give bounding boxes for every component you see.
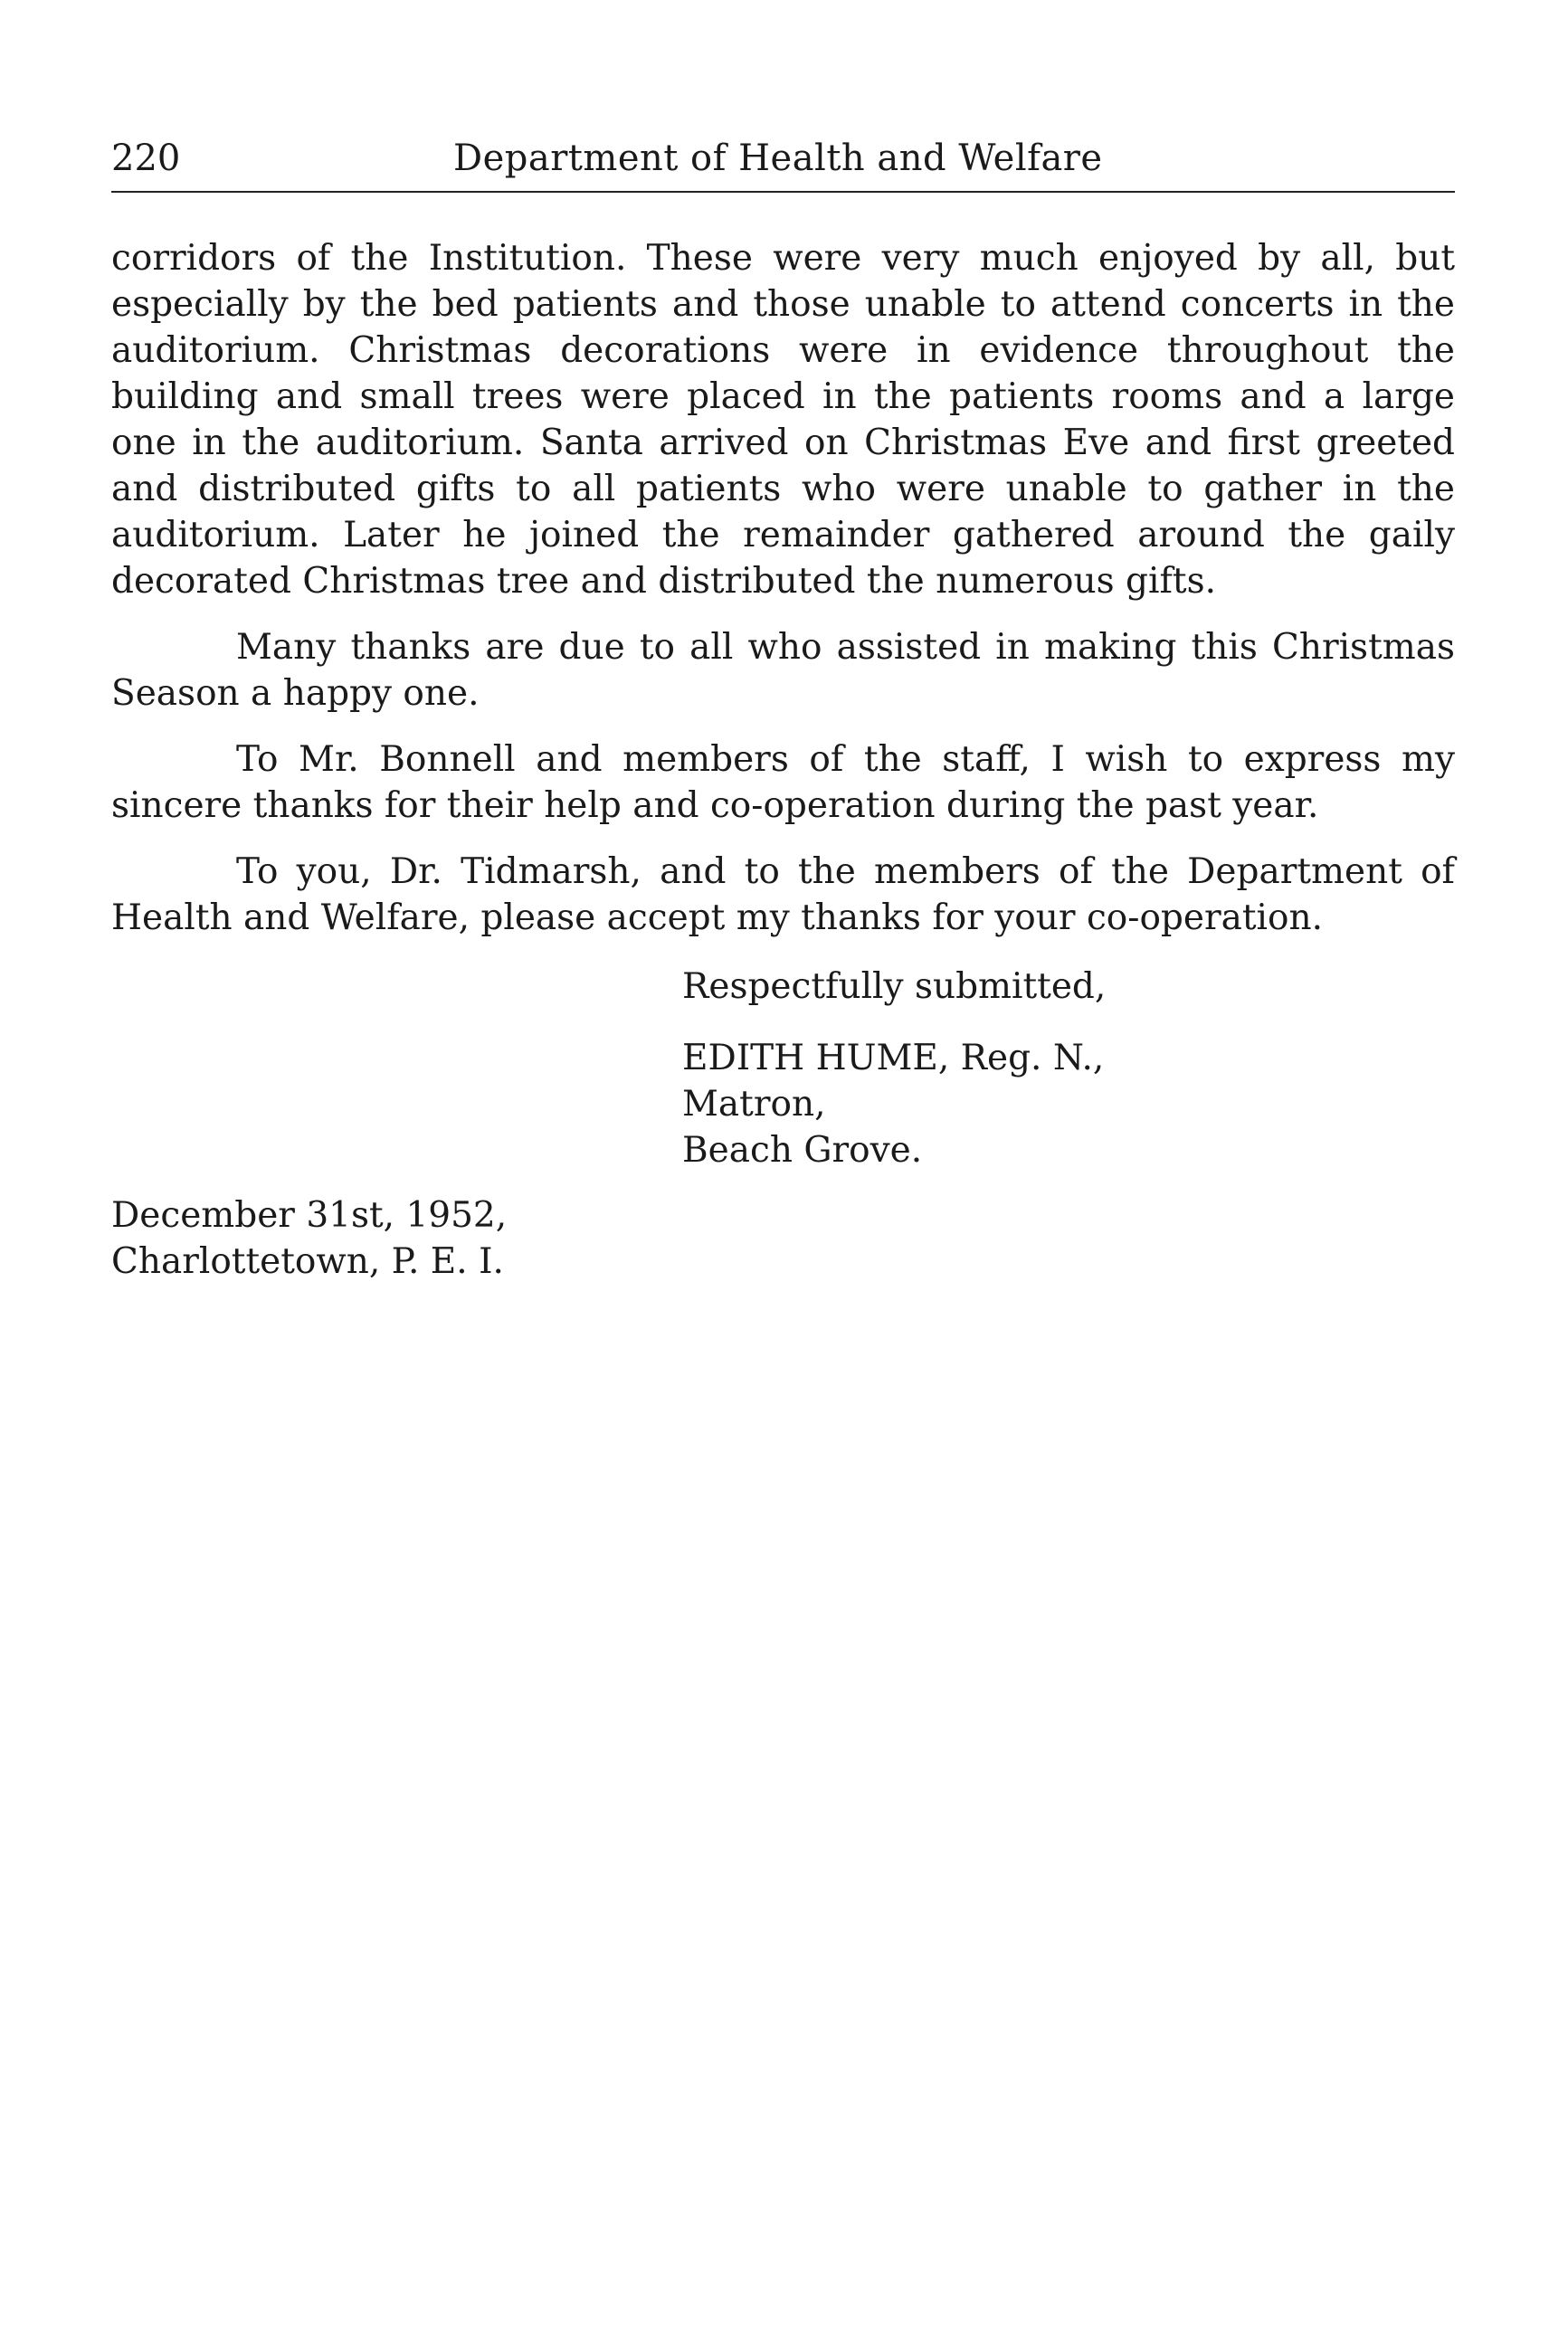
header-rule bbox=[111, 191, 1455, 193]
date: December 31st, 1952, bbox=[111, 1195, 508, 1236]
signature-spacer bbox=[682, 1010, 1406, 1035]
paragraph-continued: corridors of the Institution. These were very much enjoyed by all, but especially by the bed patients and those unable to attend concerts in the auditorium. Christmas decorations were in evidence throughout the building and small trees were placed in the patients rooms and a large one in the auditorium. Santa arrived on Christmas Eve and first greeted and distributed gifts to all patients who were unable to gather in the auditorium. Later he joined the remainder gathered around the gaily decorated Christmas tree and distributed the numerous gifts. bbox=[111, 238, 1455, 602]
paragraph-thanks: Many thanks are due to all who assisted in making this Christmas Season a happy one. bbox=[111, 627, 1455, 714]
signatory-title: Matron, bbox=[682, 1084, 826, 1125]
paragraph-department-thanks: To you, Dr. Tidmarsh, and to the members of the Department of Health and Welfare, please accept my thanks for your co-operation. bbox=[111, 851, 1455, 938]
signature-block bbox=[682, 964, 1406, 1173]
place: Charlottetown, P. E. I. bbox=[111, 1241, 504, 1282]
signatory-institution: Beach Grove. bbox=[682, 1130, 923, 1171]
closing: Respectfully submitted, bbox=[682, 966, 1107, 1007]
dateline bbox=[111, 1192, 745, 1285]
page-number: 220 bbox=[111, 138, 181, 179]
paragraph-staff-thanks: To Mr. Bonnell and members of the staff, I wish to express my sincere thanks for their help and co-operation during the past year. bbox=[111, 739, 1455, 826]
running-title: Department of Health and Welfare bbox=[453, 138, 1103, 179]
page-header bbox=[111, 136, 1455, 188]
signatory-name: EDITH HUME, Reg. N., bbox=[682, 1038, 1105, 1078]
body-text bbox=[111, 235, 1455, 941]
